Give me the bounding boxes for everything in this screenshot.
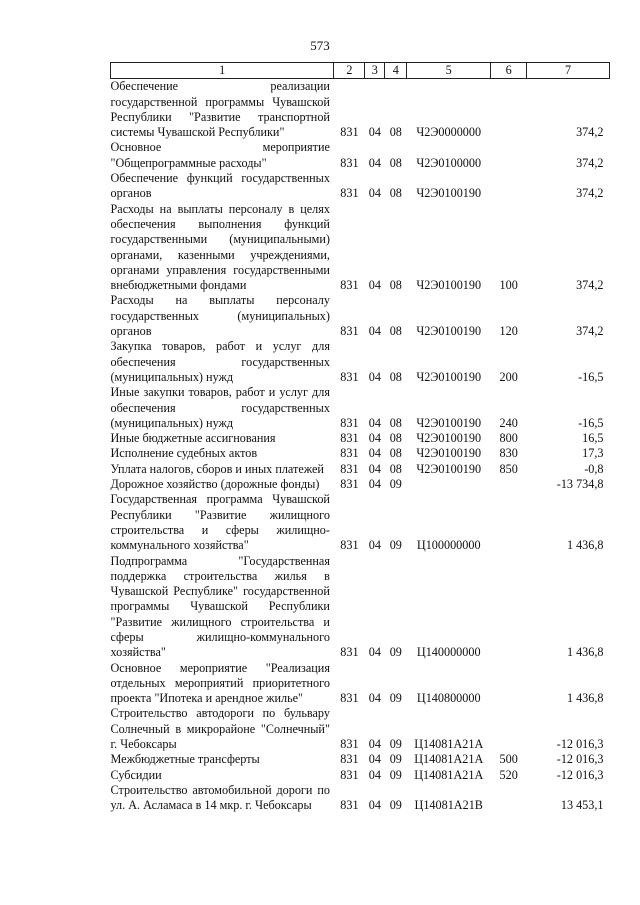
amount-cell: 1 436,8 <box>566 691 604 706</box>
subsection-cell: 08 <box>389 461 402 476</box>
table-row <box>111 140 610 171</box>
target-article-cell: Ч2Э0100190 <box>416 278 482 293</box>
expense-type-cell: 240 <box>499 415 518 430</box>
table-row <box>111 477 610 492</box>
section-cell: 04 <box>368 477 381 492</box>
table-row <box>111 706 610 752</box>
row-name-cell: Обеспечение реализации государственной программы Чувашской Республики "Развитие транспортной системы Чувашской Республики" <box>110 79 330 140</box>
table-body <box>111 79 610 814</box>
section-cell: 04 <box>368 324 381 339</box>
table-row <box>111 661 610 707</box>
target-article-cell: Ч2Э0100190 <box>416 186 482 201</box>
section-cell: 04 <box>368 369 381 384</box>
section-cell: 04 <box>368 125 381 140</box>
target-article-cell: Ц14081А21А <box>414 737 484 752</box>
expense-type-cell <box>491 706 527 752</box>
subsection-cell: 09 <box>389 538 402 553</box>
column-header: 2 <box>334 63 365 79</box>
budget-table <box>110 62 610 814</box>
target-article-cell: Ц100000000 <box>416 538 481 553</box>
section-cell: 04 <box>368 767 381 782</box>
ministry-code-cell: 831 <box>340 186 359 201</box>
table-row <box>111 554 610 661</box>
row-name-cell: Строительство автомобильной дороги по ул. А. Асламаса в 14 мкр. г. Чебоксары <box>110 782 330 813</box>
amount-cell: -12 016,3 <box>556 752 604 767</box>
row-name-cell: Подпрограмма "Государственная поддержка строительства жилья в Чувашской Республике" государственной программы Чувашской Республики "Развитие жилищного строительства и сферы жилищно-коммунального хозяйства" <box>110 553 330 660</box>
section-cell: 04 <box>368 691 381 706</box>
expense-type-cell: 520 <box>499 767 518 782</box>
ministry-code-cell: 831 <box>340 645 359 660</box>
subsection-cell: 08 <box>389 186 402 201</box>
amount-cell: 374,2 <box>576 186 604 201</box>
row-name-cell: Строительство автодороги по бульвару Солнечный в микрорайоне "Солнечный" г. Чебоксары <box>110 706 330 752</box>
ministry-code-cell: 831 <box>340 446 359 461</box>
amount-cell: 374,2 <box>576 324 604 339</box>
amount-cell: 16,5 <box>582 431 604 446</box>
subsection-cell: 08 <box>389 278 402 293</box>
ministry-code-cell: 831 <box>340 125 359 140</box>
expense-type-cell: 120 <box>499 324 518 339</box>
row-name-cell: Расходы на выплаты персоналу в целях обеспечения выполнения функций государственными (муниципальными) органами, казенными учреждениями, органами управления государственными внебюджетными фондами <box>110 201 330 293</box>
amount-cell: -12 016,3 <box>556 767 604 782</box>
table-row <box>111 339 610 385</box>
expense-type-cell <box>491 783 527 814</box>
amount-cell: -16,5 <box>578 369 604 384</box>
amount-cell: 374,2 <box>576 155 604 170</box>
subsection-cell: 09 <box>389 737 402 752</box>
row-name-cell: Субсидии <box>110 767 162 782</box>
ministry-code-cell: 831 <box>340 798 359 813</box>
row-name-cell: Исполнение судебных актов <box>110 446 258 461</box>
expense-type-cell <box>491 492 527 553</box>
subsection-cell: 08 <box>389 431 402 446</box>
amount-cell: 13 453,1 <box>560 798 604 813</box>
section-cell: 04 <box>368 737 381 752</box>
subsection-cell: 09 <box>389 477 402 492</box>
target-article-cell: Ц14081А21В <box>414 798 483 813</box>
subsection-cell: 08 <box>389 155 402 170</box>
page-number: 573 <box>310 38 330 53</box>
row-name-cell: Иные бюджетные ассигнования <box>110 431 276 446</box>
section-cell: 04 <box>368 645 381 660</box>
section-cell: 04 <box>368 155 381 170</box>
ministry-code-cell: 831 <box>340 431 359 446</box>
target-article-cell: Ч2Э0100190 <box>416 431 482 446</box>
target-article-cell: Ч2Э0100190 <box>416 415 482 430</box>
amount-cell: -12 016,3 <box>556 737 604 752</box>
subsection-cell: 08 <box>389 369 402 384</box>
table-row <box>111 783 610 814</box>
ministry-code-cell: 831 <box>340 415 359 430</box>
ministry-code-cell: 831 <box>340 477 359 492</box>
expense-type-cell: 500 <box>499 752 518 767</box>
ministry-code-cell: 831 <box>340 324 359 339</box>
expense-type-cell: 200 <box>499 369 518 384</box>
table-row <box>111 293 610 339</box>
column-header: 7 <box>527 63 610 79</box>
ministry-code-cell: 831 <box>340 461 359 476</box>
row-name-cell: Межбюджетные трансферты <box>110 752 260 767</box>
section-cell: 04 <box>368 461 381 476</box>
ministry-code-cell: 831 <box>340 369 359 384</box>
column-header: 4 <box>385 63 407 79</box>
row-name-cell: Иные закупки товаров, работ и услуг для обеспечения государственных (муниципальных) нужд <box>110 385 330 430</box>
amount-cell: -13 734,8 <box>556 477 604 492</box>
target-article-cell: Ч2Э0100190 <box>416 369 482 384</box>
expense-type-cell <box>491 171 527 202</box>
target-article-cell: Ч2Э0000000 <box>416 125 482 140</box>
table-row <box>111 431 610 446</box>
row-name-cell: Дорожное хозяйство (дорожные фонды) <box>110 477 320 492</box>
table-row <box>111 385 610 431</box>
row-name-cell: Основное мероприятие "Реализация отдельных мероприятий приоритетного проекта "Ипотека и арендное жилье" <box>110 660 330 706</box>
amount-cell: 17,3 <box>582 446 604 461</box>
column-header: 3 <box>365 63 385 79</box>
target-article-cell <box>407 477 491 492</box>
row-name-cell: Обеспечение функций государственных органов <box>110 171 330 201</box>
target-article-cell: Ч2Э0100190 <box>416 461 482 476</box>
table-row <box>111 462 610 477</box>
ministry-code-cell: 831 <box>340 752 359 767</box>
row-name-cell: Закупка товаров, работ и услуг для обеспечения государственных (муниципальных) нужд <box>110 339 330 384</box>
subsection-cell: 09 <box>389 645 402 660</box>
column-header: 5 <box>407 63 491 79</box>
table-row <box>111 752 610 767</box>
target-article-cell: Ч2Э0100190 <box>416 324 482 339</box>
table-row <box>111 79 610 141</box>
section-cell: 04 <box>368 798 381 813</box>
subsection-cell: 09 <box>389 798 402 813</box>
subsection-cell: 09 <box>389 691 402 706</box>
table-row <box>111 768 610 783</box>
target-article-cell: Ц14081А21А <box>414 767 484 782</box>
expense-type-cell <box>491 661 527 707</box>
amount-cell: 374,2 <box>576 278 604 293</box>
subsection-cell: 09 <box>389 752 402 767</box>
table-row <box>111 171 610 202</box>
section-cell: 04 <box>368 446 381 461</box>
amount-cell: 1 436,8 <box>566 538 604 553</box>
ministry-code-cell: 831 <box>340 737 359 752</box>
amount-cell: 374,2 <box>576 125 604 140</box>
subsection-cell: 08 <box>389 446 402 461</box>
ministry-code-cell: 831 <box>340 691 359 706</box>
section-cell: 04 <box>368 278 381 293</box>
ministry-code-cell: 831 <box>340 278 359 293</box>
section-cell: 04 <box>368 415 381 430</box>
header-row <box>111 63 610 79</box>
subsection-cell: 08 <box>389 415 402 430</box>
table-row <box>111 202 610 294</box>
target-article-cell: Ч2Э0100190 <box>416 446 482 461</box>
table-row <box>111 492 610 553</box>
target-article-cell: Ц140000000 <box>416 645 481 660</box>
section-cell: 04 <box>368 186 381 201</box>
amount-cell: -16,5 <box>578 415 604 430</box>
expense-type-cell <box>491 140 527 171</box>
row-name-cell: Государственная программа Чувашской Республики "Развитие жилищного строительства и сферы жилищно-коммунального хозяйства" <box>110 492 330 553</box>
subsection-cell: 08 <box>389 125 402 140</box>
expense-type-cell <box>491 477 527 492</box>
row-name-cell: Основное мероприятие "Общепрограммные расходы" <box>110 140 330 170</box>
target-article-cell: Ч2Э0100000 <box>416 155 482 170</box>
expense-type-cell: 100 <box>499 278 518 293</box>
section-cell: 04 <box>368 752 381 767</box>
ministry-code-cell: 831 <box>340 767 359 782</box>
target-article-cell: Ц14081А21А <box>414 752 484 767</box>
row-name-cell: Уплата налогов, сборов и иных платежей <box>110 461 324 476</box>
row-name-cell: Расходы на выплаты персоналу государственных (муниципальных) органов <box>110 293 330 339</box>
expense-type-cell: 800 <box>499 431 518 446</box>
amount-cell: -0,8 <box>584 461 604 476</box>
column-header: 1 <box>111 63 334 79</box>
expense-type-cell <box>491 554 527 661</box>
subsection-cell: 08 <box>389 324 402 339</box>
expense-type-cell: 830 <box>499 446 518 461</box>
column-header: 6 <box>491 63 527 79</box>
expense-type-cell <box>491 79 527 141</box>
subsection-cell: 09 <box>389 767 402 782</box>
section-cell: 04 <box>368 538 381 553</box>
section-cell: 04 <box>368 431 381 446</box>
ministry-code-cell: 831 <box>340 155 359 170</box>
target-article-cell: Ц140800000 <box>416 691 481 706</box>
amount-cell: 1 436,8 <box>566 645 604 660</box>
table-row <box>111 446 610 461</box>
ministry-code-cell: 831 <box>340 538 359 553</box>
expense-type-cell: 850 <box>499 461 518 476</box>
